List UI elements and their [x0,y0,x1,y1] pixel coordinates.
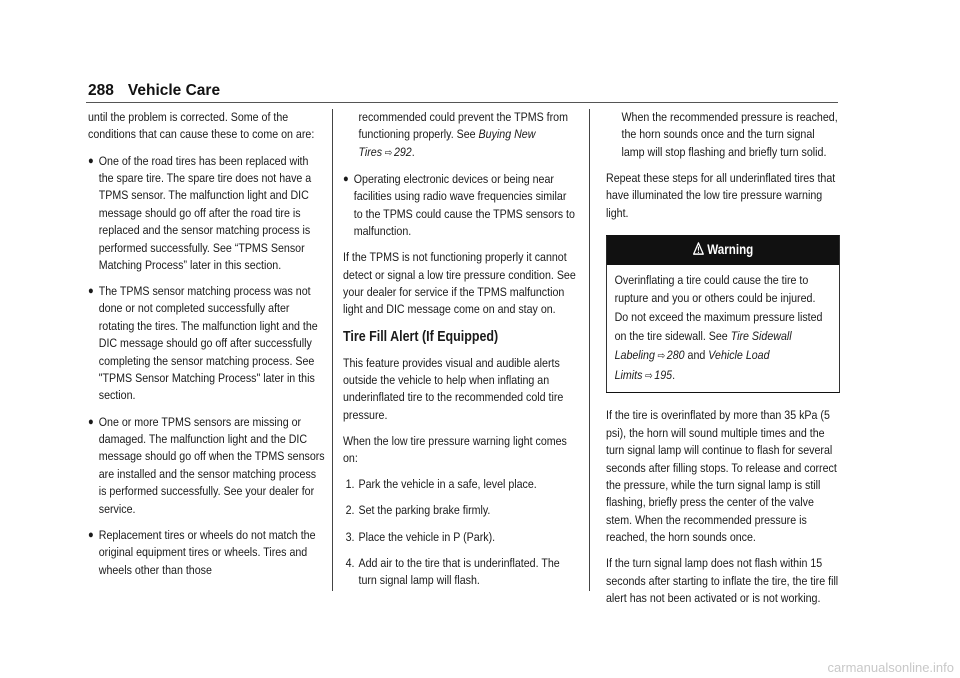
step-number: 2. [345,503,355,518]
bullet-item [343,171,577,241]
warning-body: Overinflating a tire could cause the tire to rupture and you or others could be injured. Do not exceed the maximum pressure listed on the tire sidewall. See Tire Sidewall Labeling ⇨ 280 and Vehicle Load Limits ⇨ 195. [614,272,823,382]
bullet-item [88,527,325,579]
bullet-text: One of the road tires has been replaced with the spare tire. The spare tire does not have a TPMS sensor. The malfunction light and DIC message should go off after the road tire is replaced and the sensor matching process is performed successfully. See “TPMS Sensor Matching Process” later in this section. [98,153,312,272]
warning-title: Warning [707,242,754,258]
xref-vehicle-load-limits[interactable]: Vehicle Load Limits [614,347,770,382]
bullet-item [88,414,325,518]
bullet-icon: ● [88,154,94,167]
paragraph-no-flash: If the turn signal lamp does not flash within 15 seconds after starting to inflate the tire, the tire fill alert has not been activated or is not working. [606,556,839,606]
bullet-text: One or more TPMS sensors are missing or damaged. The malfunction light and the DIC message should go off when the TPMS sensors are installed and the sensor matching process is performed successfully. See your dealer for service. [98,414,325,516]
xref-arrow-icon: ⇨ [645,369,653,382]
xref-page[interactable]: 195 [654,367,673,382]
step-text: Set the parking brake firmly. [358,503,491,518]
paragraph-tpms-not-functioning: If the TPMS is not functioning properly it cannot detect or signal a low tire pressure condition. See your dealer for service if the TPMS malfunction light and DIC message come on and stay on. [343,250,576,317]
bullet-text: Replacement tires or wheels do not match the original equipment tires or wheels. Tires and wheels other than those [98,527,316,577]
paragraph-when: When the low tire pressure warning light comes on: [343,433,567,466]
xref-tire-sidewall-labeling[interactable]: Tire Sidewall Labeling [614,328,792,362]
page-header [88,82,220,100]
step-number: 3. [345,529,355,544]
bullet-item [88,153,325,275]
step-item [343,502,577,519]
section-heading: Tire Fill Alert (If Equipped) [343,328,499,345]
intro-paragraph: until the problem is corrected. Some of the conditions that can cause these to come on are: [88,110,315,142]
bullet-icon: ● [88,285,94,298]
step-item [343,529,577,546]
xref-page[interactable]: 292 [393,144,412,159]
paragraph-repeat: Repeat these steps for all underinflated tires that have illuminated the low tire pressure warning light. [606,170,836,220]
step-text: Place the vehicle in P (Park). [358,529,496,544]
step-continuation: When the recommended pressure is reached, the horn sounds once and the turn signal lamp will stop flashing and briefly turn solid. [621,110,838,159]
step-text: Add air to the tire that is underinflated. The turn signal lamp will flash. [358,555,560,588]
watermark: carmanualsonline.info [827,660,954,675]
step-number: 1. [345,477,355,492]
bullet-continuation: recommended could prevent the TPMS from functioning properly. See Buying New Tires ⇨ 292. [358,110,568,159]
step-text: Park the vehicle in a safe, level place. [358,477,537,492]
xref-page[interactable]: 280 [666,347,685,362]
column-divider-left [332,109,333,591]
bullet-icon: ● [88,415,94,428]
bullet-text: The TPMS sensor matching process was not done or not completed successfully after rotating the tires. The malfunction light and the DIC message should go off after successfully completing the sensor matching process. See "TPMS Sensor Matching Process" later in this section. [98,284,318,403]
section-title: Vehicle Care [127,82,221,99]
step-item [343,555,577,590]
bullet-icon: ● [88,528,94,541]
warning-header [607,236,839,264]
xref-arrow-icon: ⇨ [657,349,666,362]
warning-triangle-icon [693,242,704,255]
step-number: 4. [345,555,355,570]
warning-box [606,235,840,393]
column-divider-right [589,109,590,591]
xref-arrow-icon: ⇨ [384,146,393,159]
bullet-text: Operating electronic devices or being near facilities using radio wave frequencies similar to the TPMS could cause the TPMS sensors to malfunction. [353,171,575,239]
step-item [343,476,577,493]
warning-and: and [687,347,706,362]
column-3 [606,109,840,616]
continuation-text: recommended could prevent the TPMS from functioning properly. See [358,110,568,142]
column-2 [343,109,577,598]
paragraph-overinflated: If the tire is overinflated by more than 35 kPa (5 psi), the horn will sound multiple times and the turn signal lamp will continue to flash for several seconds after filling stops. To release and correct the pressure, while the turn signal lamp is still flashing, briefly press the center of the valve stem. When the recommended pressure is reached, the horn sounds once. [606,408,837,545]
bullet-item [88,283,325,405]
warning-text: Overinflating a tire could cause the tire to rupture and you or others could be injured. Do not exceed the maximum pressure listed on the tire sidewall. See [614,272,823,343]
header-rule [86,102,838,103]
paragraph-feature: This feature provides visual and audible alerts outside the vehicle to help when inflating an underinflated tire to the recommended cold tire pressure. [343,355,564,422]
column-1 [88,109,325,588]
bullet-icon: ● [343,172,349,185]
page-number: 288 [88,82,114,99]
xref-buying-new-tires[interactable]: Buying New Tires [358,127,536,159]
